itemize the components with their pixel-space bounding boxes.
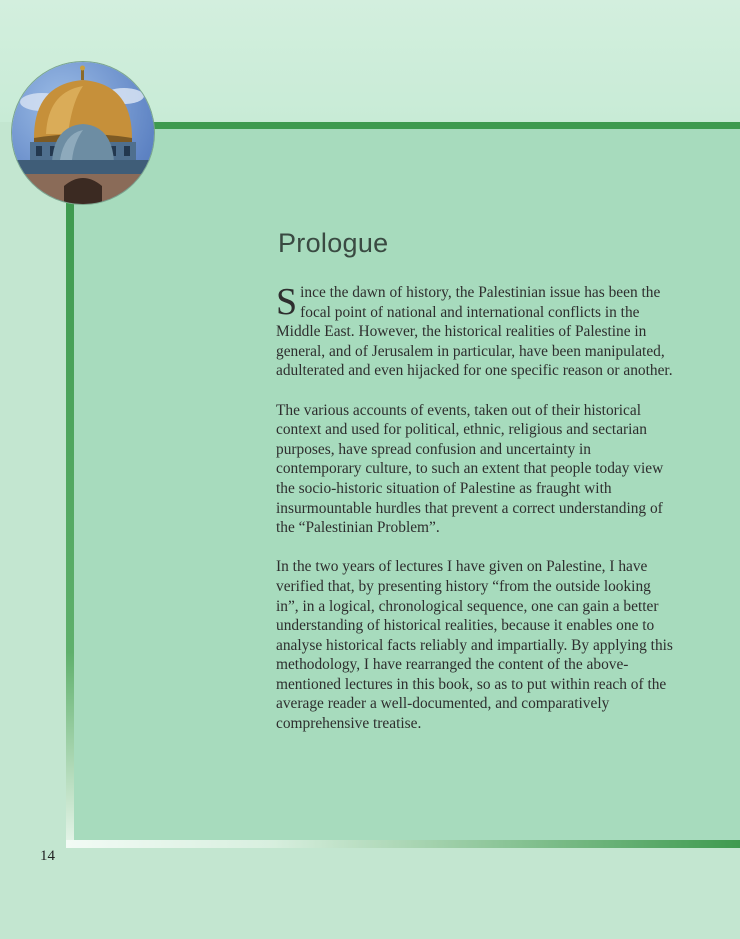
paragraph-1 [276, 283, 674, 381]
page-number: 14 [40, 848, 55, 864]
dome-of-the-rock-photo [12, 62, 154, 204]
drop-cap: S [276, 281, 298, 323]
left-rule [66, 200, 74, 846]
bottom-rule [66, 840, 740, 848]
paragraph-1-text: ince the dawn of history, the Palestinian issue has been the focal point of national and international conflicts in the Middle East. However, the historical realities of Palestine in general, and of Jerusalem in particular, have been manipulated, adulterated and even hijacked for one specific reason or another. [276, 284, 673, 380]
top-rule [150, 122, 740, 129]
dome-illustration [12, 62, 154, 204]
page-title: Prologue [278, 228, 389, 258]
prologue-body [276, 283, 674, 753]
paragraph-3: In the two years of lectures I have given on Palestine, I have verified that, by presenting history “from the outside looking in”, in a logical, chronological sequence, one can gain a better understanding of historical realities, because it enables one to analyse historical facts reliably and impartially. By applying this methodology, I have rearranged the content of the above-mentioned lectures in this book, so as to put within reach of the average reader a well-documented, and comparatively comprehensive treatise. [276, 558, 673, 733]
paragraph-2: The various accounts of events, taken out of their historical context and used for political, ethnic, religious and sectarian purposes, have spread confusion and uncertainty in contemporary culture, to such an extent that people today view the socio-historic situation of Palestine as fraught with insurmountable hurdles that prevent a correct understanding of the “Palestinian Problem”. [276, 401, 664, 537]
